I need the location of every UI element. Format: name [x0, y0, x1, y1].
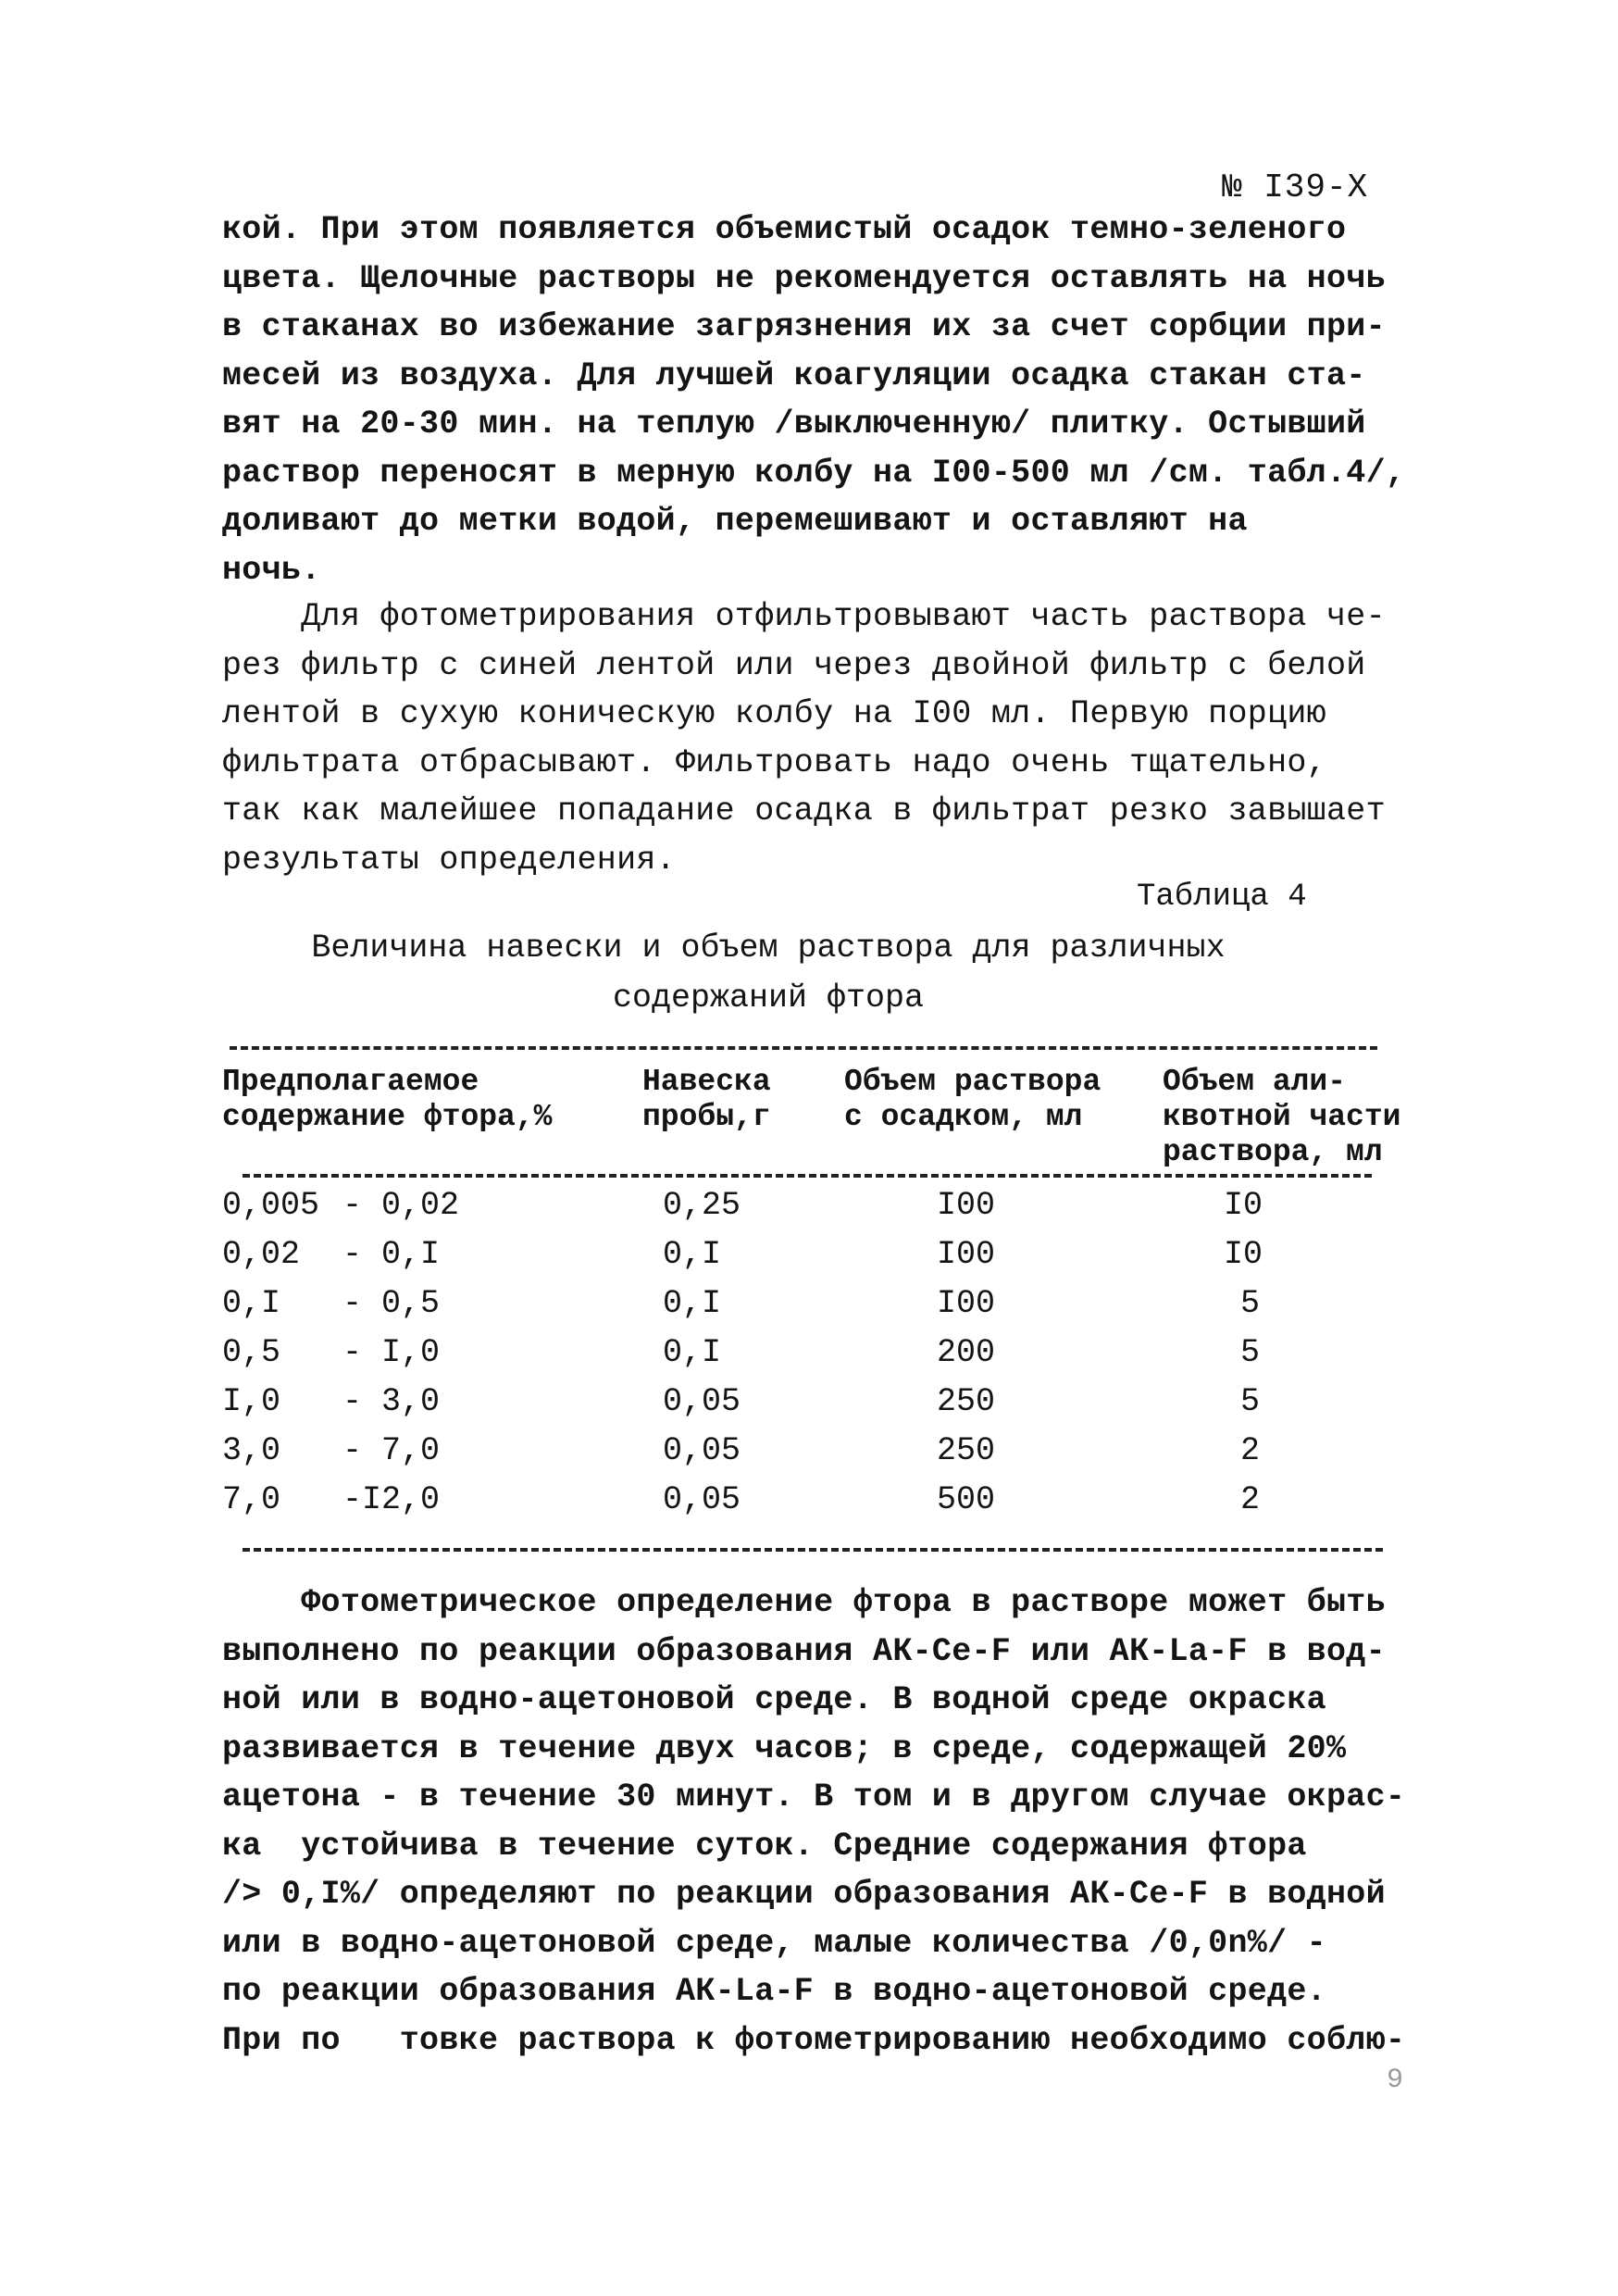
table-title-line-1: Величина навески и объем раствора для различных	[311, 930, 1226, 967]
cell-aliquot-volume: 5	[1240, 1285, 1261, 1322]
cell-sample-mass: 0,05	[663, 1432, 741, 1469]
table-title-line-2: содержаний фтора	[612, 980, 925, 1017]
paragraph-1	[222, 206, 1425, 594]
cell-solution-volume: 250	[937, 1432, 996, 1469]
text-line: раствор переносят в мерную колбу на I00-500 мл /см. табл.4/,	[222, 454, 1406, 492]
cell-sample-mass: 0,05	[663, 1383, 741, 1420]
cell-aliquot-volume: I0	[1224, 1236, 1263, 1273]
cell-solution-volume: 250	[937, 1383, 996, 1420]
cell-range-to: - 0,5	[342, 1285, 441, 1322]
text-line: /> 0,I%/ определяют по реакции образования АК-Се-F в водной	[222, 1876, 1386, 1913]
cell-range-from: 7,0	[222, 1481, 281, 1518]
document-number: № I39-Х	[1222, 168, 1369, 206]
cell-sample-mass: 0,I	[663, 1285, 722, 1322]
text-line: фильтрата отбрасывают. Фильтровать надо очень тщательно,	[222, 743, 1326, 781]
header-solution-volume: Объем раствора с осадком, мл	[844, 1065, 1101, 1134]
cell-range-from: 0,5	[222, 1334, 281, 1371]
header-sample-mass: Навеска пробы,г	[642, 1065, 771, 1134]
cell-range-to: - I,0	[342, 1334, 441, 1371]
cell-aliquot-volume: I0	[1224, 1187, 1263, 1224]
text-line: по реакции образования АК-La-F в водно-ацетоновой среде.	[222, 1973, 1326, 2010]
text-line: рез фильтр с синей лентой или через двойной фильтр с белой	[222, 646, 1366, 684]
cell-range-from: I,0	[222, 1383, 281, 1420]
text-line: цвета. Щелочные растворы не рекомендуется оставлять на ночь	[222, 259, 1386, 297]
header-fluorine-content: Предполагаемое содержание фтора,%	[222, 1065, 553, 1134]
cell-range-to: -I2,0	[342, 1481, 441, 1518]
text-line: или в водно-ацетоновой среде, малые количества /0,0n%/ -	[222, 1924, 1326, 1962]
text-line: развивается в течение двух часов; в среде, содержащей 20%	[222, 1729, 1347, 1767]
cell-solution-volume: 200	[937, 1334, 996, 1371]
cell-sample-mass: 0,I	[663, 1334, 722, 1371]
cell-range-to: - 0,02	[342, 1187, 460, 1224]
text-line: результаты определения.	[222, 841, 676, 879]
text-line: выполнено по реакции образования АК-Се-F или АК-La-F в вод-	[222, 1632, 1386, 1670]
text-line: вят на 20-30 мин. на теплую /выключенную/ плитку. Остывший	[222, 406, 1366, 443]
cell-range-from: 0,I	[222, 1285, 281, 1322]
paragraph-2	[222, 593, 1425, 884]
cell-solution-volume: I00	[937, 1236, 996, 1273]
text-line: в стаканах во избежание загрязнения их за счет сорбции при-	[222, 308, 1386, 345]
cell-range-to: - 3,0	[342, 1383, 441, 1420]
text-line: ночь.	[222, 551, 321, 589]
text-line: Фотометрическое определение фтора в растворе может быть	[222, 1584, 1386, 1621]
paragraph-3	[222, 1578, 1425, 2065]
text-line: лентой в сухую коническую колбу на I00 мл. Первую порцию	[222, 695, 1326, 732]
cell-range-to: - 7,0	[342, 1432, 441, 1469]
cell-range-to: - 0,I	[342, 1236, 441, 1273]
cell-sample-mass: 0,I	[663, 1236, 722, 1273]
table-label: Таблица 4	[1137, 880, 1307, 915]
table-header-rule	[243, 1174, 1372, 1178]
cell-aliquot-volume: 5	[1240, 1334, 1261, 1371]
cell-range-from: 0,02	[222, 1236, 301, 1273]
text-line: кой. При этом появляется объемистый осадок темно-зеленого	[222, 211, 1347, 248]
cell-aliquot-volume: 5	[1240, 1383, 1261, 1420]
cell-solution-volume: I00	[937, 1187, 996, 1224]
text-line: ацетона - в течение 30 минут. В том и в другом случае окрас-	[222, 1778, 1406, 1816]
cell-range-from: 0,005	[222, 1187, 320, 1224]
text-line: доливают до метки водой, перемешивают и оставляют на	[222, 503, 1248, 540]
page-number: 9	[1387, 2065, 1404, 2096]
text-line: ка устойчива в течение суток. Средние содержания фтора	[222, 1827, 1307, 1865]
text-line: При по товке раствора к фотометрированию необходимо соблю-	[222, 2021, 1406, 2059]
text-line: Для фотометрирования отфильтровывают часть раствора че-	[222, 598, 1386, 635]
cell-solution-volume: 500	[937, 1481, 996, 1518]
text-line: ной или в водно-ацетоновой среде. В водной среде окраска	[222, 1681, 1326, 1718]
text-line: месей из воздуха. Для лучшей коагуляции осадка стакан ста-	[222, 356, 1366, 394]
cell-range-from: 3,0	[222, 1432, 281, 1469]
cell-sample-mass: 0,25	[663, 1187, 741, 1224]
cell-sample-mass: 0,05	[663, 1481, 741, 1518]
table-top-rule	[230, 1046, 1377, 1050]
table-bottom-rule	[243, 1548, 1383, 1552]
cell-aliquot-volume: 2	[1240, 1481, 1261, 1518]
header-aliquot-volume: Объем али- квотной части раствора, мл	[1163, 1065, 1401, 1169]
text-line: так как малейшее попадание осадка в фильтрат резко завышает	[222, 792, 1386, 830]
cell-solution-volume: I00	[937, 1285, 996, 1322]
cell-aliquot-volume: 2	[1240, 1432, 1261, 1469]
